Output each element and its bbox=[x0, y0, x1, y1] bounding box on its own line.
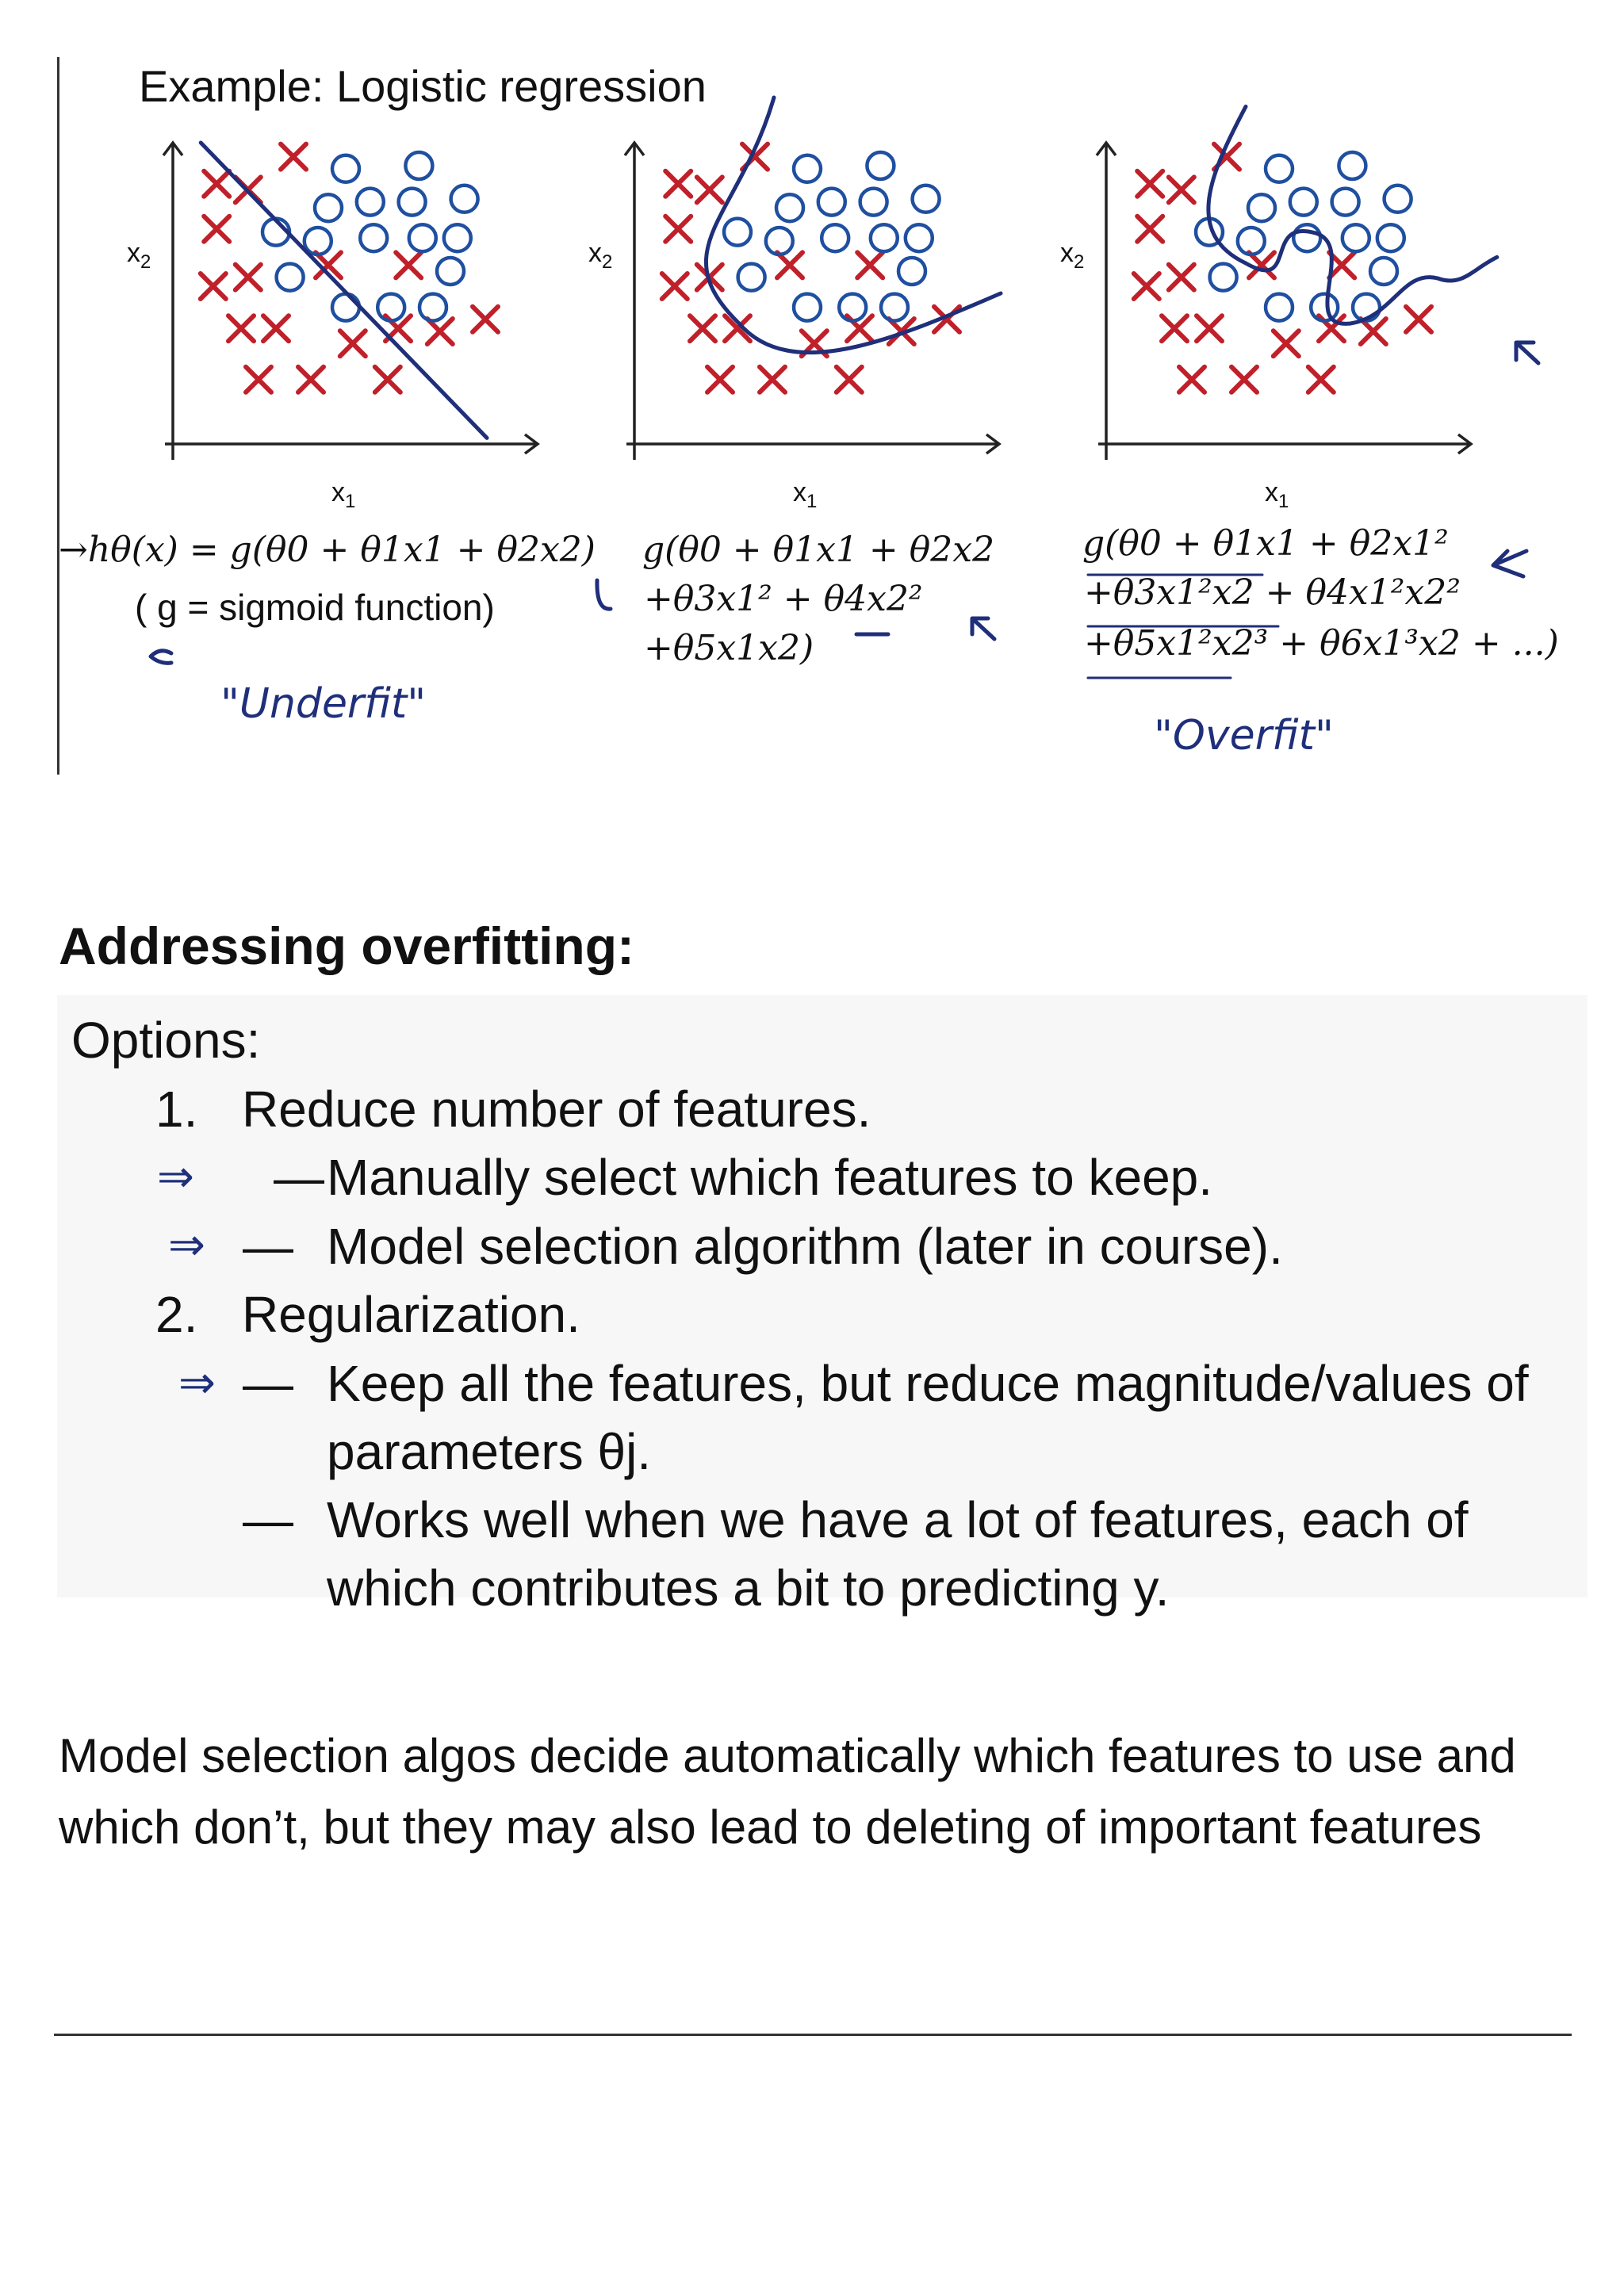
x-marker bbox=[1137, 171, 1162, 197]
o-marker bbox=[839, 294, 866, 321]
x-marker bbox=[1231, 367, 1257, 392]
formula-quadratic-line1: g(θ0 + θ1x1 + θ2x2 bbox=[642, 530, 995, 570]
dash-bullet: — bbox=[243, 1355, 293, 1412]
o-marker bbox=[738, 264, 765, 291]
o-marker bbox=[1266, 155, 1293, 182]
list-item: Keep all the features, but reduce magnitude/values of bbox=[327, 1355, 1529, 1412]
o-marker bbox=[794, 155, 821, 182]
o-marker bbox=[776, 194, 803, 221]
hand-arrow-icon bbox=[1493, 551, 1526, 576]
x-marker bbox=[1169, 177, 1194, 202]
o-marker bbox=[360, 224, 387, 251]
item-number: 1. bbox=[155, 1081, 198, 1138]
list-item: Reduce number of features. bbox=[242, 1081, 871, 1138]
x-marker bbox=[1308, 367, 1334, 392]
decision-boundary bbox=[201, 143, 487, 438]
o-marker bbox=[1290, 189, 1317, 216]
x-marker bbox=[1162, 316, 1187, 341]
x-marker bbox=[1134, 274, 1159, 299]
x-marker bbox=[236, 265, 261, 290]
scatter-panel-2 bbox=[588, 98, 1001, 512]
x-marker bbox=[690, 316, 715, 341]
x-marker bbox=[204, 171, 229, 197]
formula-quadratic-line2: +θ3x1² + θ4x2² bbox=[644, 579, 923, 619]
o-marker bbox=[822, 224, 848, 251]
o-marker bbox=[409, 224, 436, 251]
x-marker bbox=[204, 216, 229, 242]
plot-panels bbox=[127, 98, 1497, 512]
o-marker bbox=[377, 294, 404, 321]
o-marker bbox=[898, 258, 925, 285]
o-marker bbox=[1370, 258, 1397, 285]
x-marker bbox=[396, 252, 421, 277]
section-heading: Addressing overfitting: bbox=[59, 916, 635, 975]
o-marker bbox=[724, 219, 751, 246]
x-axis-label: $x_1$ bbox=[331, 477, 356, 512]
o-marker bbox=[1210, 264, 1237, 291]
x-marker bbox=[837, 367, 862, 392]
o-marker bbox=[357, 189, 384, 216]
x-marker bbox=[228, 316, 254, 341]
hand-arrow-icon bbox=[151, 651, 171, 664]
hand-arrow-icon: ⇒ bbox=[157, 1151, 194, 1203]
dash-bullet: — bbox=[243, 1491, 293, 1548]
dash-bullet: — bbox=[243, 1218, 293, 1275]
x-marker bbox=[1169, 265, 1194, 290]
x-marker bbox=[1274, 331, 1299, 356]
x-marker bbox=[777, 252, 802, 277]
x-marker bbox=[665, 171, 691, 197]
y-axis-label: $x_2$ bbox=[588, 238, 613, 273]
o-marker bbox=[1266, 294, 1293, 321]
formula-highorder-line3: +θ5x1²x2³ + θ6x1³x2 + ...) bbox=[1084, 623, 1559, 664]
o-marker bbox=[444, 224, 471, 251]
list-item: Model selection algorithm (later in course). bbox=[327, 1218, 1283, 1275]
divider bbox=[54, 2034, 1572, 2036]
scatter-panel-1 bbox=[127, 143, 538, 512]
o-marker bbox=[451, 186, 478, 212]
x-marker bbox=[1137, 216, 1162, 242]
o-marker bbox=[867, 152, 894, 179]
hand-arrow-icon: ⇒ bbox=[178, 1357, 216, 1409]
x-marker bbox=[1406, 307, 1431, 332]
formula-highorder-line2: +θ3x1²x2 + θ4x1²x2² bbox=[1084, 572, 1461, 613]
o-marker bbox=[1248, 194, 1275, 221]
x-marker bbox=[201, 274, 226, 299]
x-axis-label: $x_1$ bbox=[1265, 477, 1289, 512]
y-axis-label: $x_2$ bbox=[127, 238, 151, 273]
o-marker bbox=[332, 294, 359, 321]
o-marker bbox=[1342, 224, 1369, 251]
formula-linear: →hθ(x) = g(θ0 + θ1x1 + θ2x2) bbox=[59, 530, 596, 570]
underfit-label: "Underfit" bbox=[220, 680, 427, 728]
formula-quadratic-line3: +θ5x1x2) bbox=[644, 628, 814, 668]
o-marker bbox=[1311, 294, 1338, 321]
o-marker bbox=[1385, 186, 1411, 212]
x-marker bbox=[298, 367, 324, 392]
x-marker bbox=[697, 177, 722, 202]
o-marker bbox=[794, 294, 821, 321]
o-marker bbox=[766, 228, 793, 254]
x-marker bbox=[662, 274, 688, 299]
x-marker bbox=[340, 331, 366, 356]
x-marker bbox=[665, 216, 691, 242]
x-marker bbox=[760, 367, 785, 392]
x-marker bbox=[281, 144, 306, 170]
list-item: Manually select which features to keep. bbox=[327, 1149, 1213, 1206]
options-label: Options: bbox=[71, 1012, 261, 1069]
formula-highorder-line1: g(θ0 + θ1x1 + θ2x1² bbox=[1082, 523, 1449, 564]
x-axis-label: $x_1$ bbox=[793, 477, 818, 512]
underline-mark bbox=[597, 580, 611, 609]
list-item: Regularization. bbox=[242, 1286, 580, 1343]
hand-arrow-icon bbox=[1516, 342, 1538, 363]
o-marker bbox=[277, 264, 304, 291]
figure-title: Example: Logistic regression bbox=[139, 61, 707, 111]
item-number: 2. bbox=[155, 1286, 198, 1343]
formula-sigmoid-note: ( g = sigmoid function) bbox=[135, 587, 495, 628]
x-marker bbox=[263, 316, 289, 341]
x-marker bbox=[1197, 316, 1222, 341]
o-marker bbox=[437, 258, 464, 285]
x-marker bbox=[707, 367, 733, 392]
y-axis-label: $x_2$ bbox=[1060, 238, 1085, 273]
o-marker bbox=[881, 294, 908, 321]
o-marker bbox=[818, 189, 845, 216]
x-marker bbox=[857, 252, 883, 277]
o-marker bbox=[332, 155, 359, 182]
x-marker bbox=[427, 319, 453, 344]
list-item: Works well when we have a lot of features, each of bbox=[327, 1491, 1469, 1548]
o-marker bbox=[304, 228, 331, 254]
o-marker bbox=[1293, 224, 1320, 251]
o-marker bbox=[1377, 224, 1404, 251]
list-item-continuation: parameters θj. bbox=[327, 1423, 652, 1480]
x-marker bbox=[1179, 367, 1205, 392]
o-marker bbox=[1238, 228, 1265, 254]
hand-arrow-icon: ⇒ bbox=[168, 1219, 205, 1271]
x-marker bbox=[246, 367, 271, 392]
summary-note: Model selection algos decide automatically which features to use and which don’t, but they may also lead to deleting of important features bbox=[59, 1729, 1516, 1854]
dash-bullet: — bbox=[274, 1149, 324, 1206]
hand-arrow-icon bbox=[972, 618, 994, 639]
o-marker bbox=[913, 186, 940, 212]
x-marker bbox=[473, 307, 498, 332]
overfit-label: "Overfit" bbox=[1154, 712, 1334, 760]
list-item-continuation: which contributes a bit to predicting y. bbox=[327, 1559, 1170, 1617]
o-marker bbox=[315, 194, 342, 221]
o-marker bbox=[906, 224, 933, 251]
o-marker bbox=[399, 189, 426, 216]
o-marker bbox=[1339, 152, 1365, 179]
o-marker bbox=[419, 294, 446, 321]
overfitting-figure bbox=[0, 0, 1624, 793]
o-marker bbox=[871, 224, 898, 251]
o-marker bbox=[1332, 189, 1359, 216]
x-marker bbox=[1361, 319, 1386, 344]
o-marker bbox=[860, 189, 887, 216]
x-marker bbox=[375, 367, 400, 392]
o-marker bbox=[405, 152, 432, 179]
scatter-panel-3 bbox=[1060, 106, 1497, 512]
